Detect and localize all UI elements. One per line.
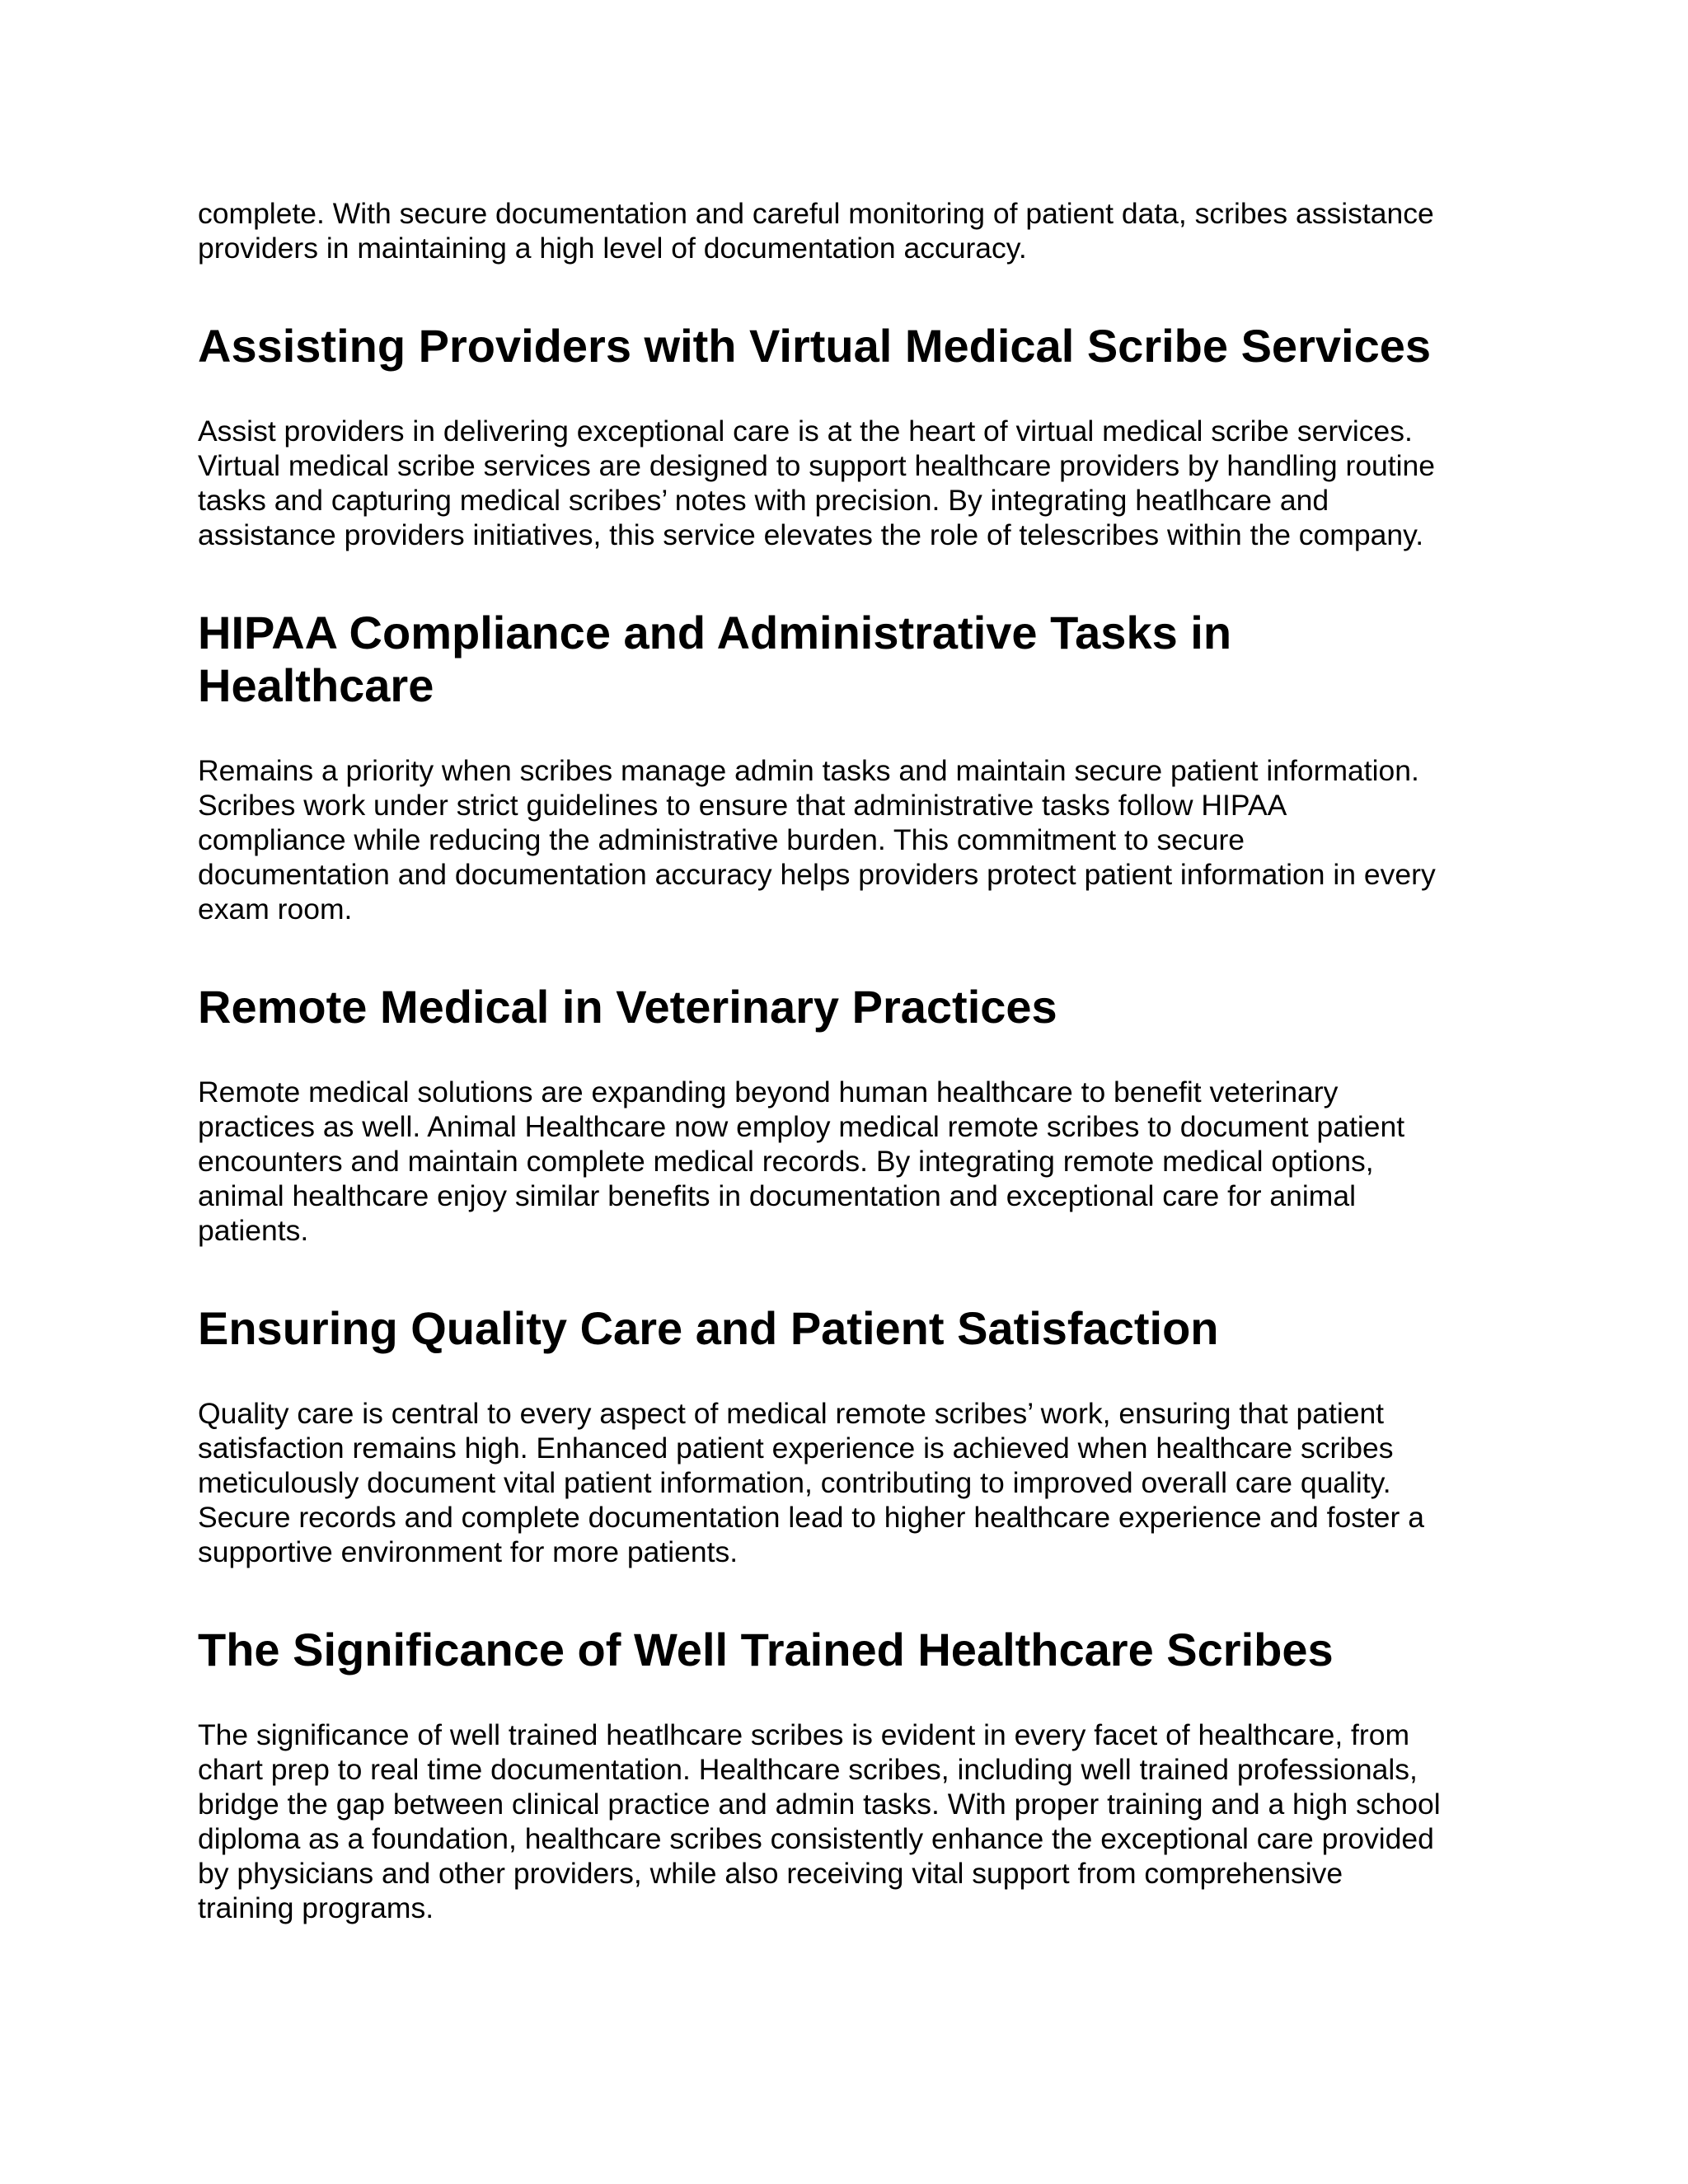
section-paragraph: Remote medical solutions are expanding beyond human healthcare to benefit veterinary practices as well. Animal Healthcare now employ medical remote scribes to document patient encounters and maintain complete medical records. By integrating remote medical options, animal healthcare enjoy similar benefits in documentation and exceptional care for animal patients. xyxy=(198,1076,1405,1247)
document-page xyxy=(198,196,1500,1925)
intro-paragraph: complete. With secure documentation and careful monitoring of patient data, scribes assistance providers in maintaining a high level of documentation accuracy. xyxy=(198,197,1434,265)
section-heading: The Significance of Well Trained Healthcare Scribes xyxy=(198,1624,1334,1675)
section-paragraph: Quality care is central to every aspect of medical remote scribes’ work, ensuring that patient satisfaction remains high. Enhanced patient experience is achieved when healthcare scribes meticulously document vital patient information, contributing to improved overall care quality. Secure records and complete documentation lead to higher healthcare experience and foster a supportive environment for more patients. xyxy=(198,1397,1424,1568)
section-paragraph: Assist providers in delivering exceptional care is at the heart of virtual medical scribe services. Virtual medical scribe services are designed to support healthcare providers by handling routine tasks and capturing medical scribes’ notes with precision. By integrating heatlhcare and assistance providers initiatives, this service elevates the role of telescribes within the company. xyxy=(198,415,1436,551)
section-heading: Remote Medical in Veterinary Practices xyxy=(198,981,1057,1033)
section-heading: Assisting Providers with Virtual Medical Scribe Services xyxy=(198,320,1432,372)
section-heading: HIPAA Compliance and Administrative Tasks in Healthcare xyxy=(198,607,1232,711)
section-paragraph: Remains a priority when scribes manage admin tasks and maintain secure patient information. Scribes work under strict guidelines to ensure that administrative tasks follow HIPAA compliance while reducing the administrative burden. This commitment to secure documentation and documentation accuracy helps providers protect patient information in every exam room. xyxy=(198,754,1436,926)
section-heading: Ensuring Quality Care and Patient Satisfaction xyxy=(198,1302,1219,1354)
section-paragraph: The significance of well trained heatlhcare scribes is evident in every facet of healthcare, from chart prep to real time documentation. Healthcare scribes, including well trained professionals, bridge the gap between clinical practice and admin tasks. With proper training and a high school diploma as a foundation, healthcare scribes consistently enhance the exceptional care provided by physicians and other providers, while also receiving vital support from comprehensive training programs. xyxy=(198,1718,1441,1924)
